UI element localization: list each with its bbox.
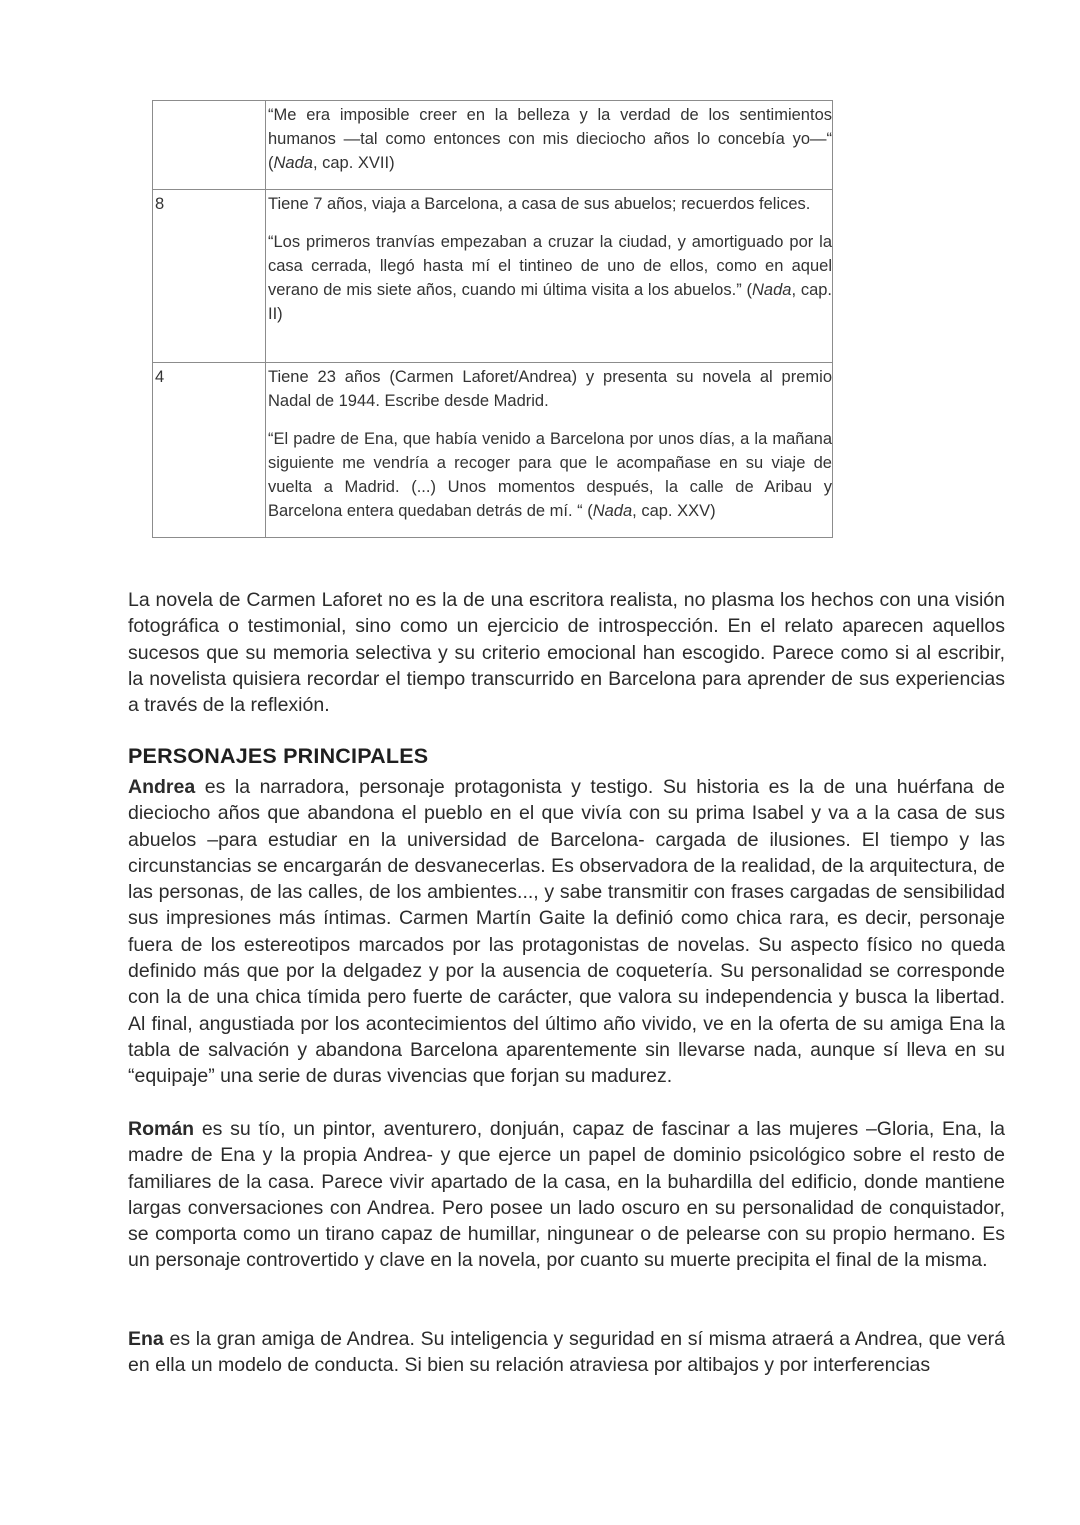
age-value: 8 bbox=[155, 195, 165, 213]
character-description: es la gran amiga de Andrea. Su inteligencia y seguridad en sí misma atraerá a Andrea, que verá en ella un modelo de conducta. Si bien su relación atraviesa por altibajos y por interferencias bbox=[128, 1328, 1005, 1377]
character-description: es su tío, un pintor, aventurero, donjuán, capaz de fascinar a las mujeres –Gloria, Ena, la madre de Ena y la propia Andrea- y que ejerce un papel de dominio psicológico sobre el resto de familiares de la casa. Parece vivir apartado de la casa, en la buhardilla del edificio, donde mantiene largas conversaciones con Andrea. Pero posee un lado oscuro en su personalidad de conquistador, se comporta como un tirano capaz de humillar, ningunear o de pelearse con su propio hermano. Es un personaje controvertido y clave en la novela, por cuanto su muerte precipita el final de la misma. bbox=[128, 1118, 1005, 1272]
age-cell bbox=[153, 190, 266, 363]
event-cell bbox=[266, 101, 833, 190]
character-paragraph-ena bbox=[128, 1326, 1005, 1379]
event-summary: Tiene 7 años, viaja a Barcelona, a casa de sus abuelos; recuerdos felices. bbox=[268, 195, 811, 213]
age-value: 4 bbox=[155, 368, 165, 386]
timeline-row bbox=[153, 101, 833, 190]
quote-book-title: Nada bbox=[592, 502, 633, 520]
character-paragraph-roman bbox=[128, 1116, 1005, 1274]
timeline-table bbox=[152, 100, 833, 538]
character-name: Román bbox=[128, 1118, 195, 1140]
timeline-row bbox=[153, 363, 833, 538]
event-quote: “Los primeros tranvías empezaban a cruzar la ciudad, y amortiguado por la casa cerrada, llegó hasta mí el tintineo de uno de ellos, como en aquel verano de mis siete años, cuando mi última visita a los abuelos.” (Nada, cap. II) bbox=[268, 233, 833, 323]
character-description: es la narradora, personaje protagonista y testigo. Su historia es la de una huérfana de dieciocho años que abandona el pueblo en el que vivía con su prima Isabel y va a la casa de sus abuelos –para estudiar en la universidad de Barcelona- cargada de ilusiones. El tiempo y las circunstancias se encargarán de desvanecerlas. Es observadora de la realidad, de la arquitectura, de las personas, de las calles, de los ambientes..., y sabe transmitir con frases cargadas de sensibilidad sus impresiones más íntimas. Carmen Martín Gaite la definió como chica rara, es decir, personaje fuera de los estereotipos marcados por las protagonistas de novelas. Su aspecto físico no queda definido más que por la delgadez y por la ausencia de coquetería. Su personalidad se corresponde con la de una chica tímida pero fuerte de carácter, que valora su independencia y busca la libertad. Al final, angustiada por los acontecimientos del último año vivido, ve en la oferta de su amiga Ena la tabla de salvación y abandona Barcelona aparentemente sin llevarse nada, aunque sí lleva en su “equipaje” una serie de duras vivencias que forjan su madurez. bbox=[128, 776, 1005, 1088]
event-quote: “Me era imposible creer en la belleza y la verdad de los sentimientos humanos —tal como entonces con mis dieciocho años lo concebía yo—“ (Nada, cap. XVII) bbox=[268, 106, 832, 172]
age-cell bbox=[153, 101, 266, 190]
section-title: PERSONAJES PRINCIPALES bbox=[128, 744, 429, 768]
character-name: Andrea bbox=[128, 776, 196, 798]
timeline-row bbox=[153, 190, 833, 363]
quote-book-title: Nada bbox=[273, 154, 313, 172]
intro-paragraph: La novela de Carmen Laforet no es la de una escritora realista, no plasma los hechos con una visión fotográfica o testimonial, sino como un ejercicio de introspección. En el relato aparecen aquellos sucesos que su memoria selectiva y su criterio emocional han escogido. Parece como si al escribir, la novelista quisiera recordar el tiempo transcurrido en Barcelona para aprender de sus experiencias a través de la reflexión. bbox=[128, 589, 1005, 717]
event-summary: Tiene 23 años (Carmen Laforet/Andrea) y presenta su novela al premio Nadal de 1944. Escribe desde Madrid. bbox=[268, 368, 832, 410]
event-cell bbox=[266, 363, 833, 538]
event-quote: “El padre de Ena, que había venido a Barcelona por unos días, a la mañana siguiente me vendría a recoger para que le acompañase en su viaje de vuelta a Madrid. (...) Unos momentos después, la calle de Aribau y Barcelona entera quedaban detrás de mí. “ (Nada, cap. XXV) bbox=[268, 430, 832, 520]
character-name: Ena bbox=[128, 1328, 164, 1350]
character-paragraph-andrea bbox=[128, 774, 1005, 1090]
age-cell bbox=[153, 363, 266, 538]
quote-book-title: Nada bbox=[751, 281, 792, 299]
event-cell bbox=[266, 190, 833, 363]
